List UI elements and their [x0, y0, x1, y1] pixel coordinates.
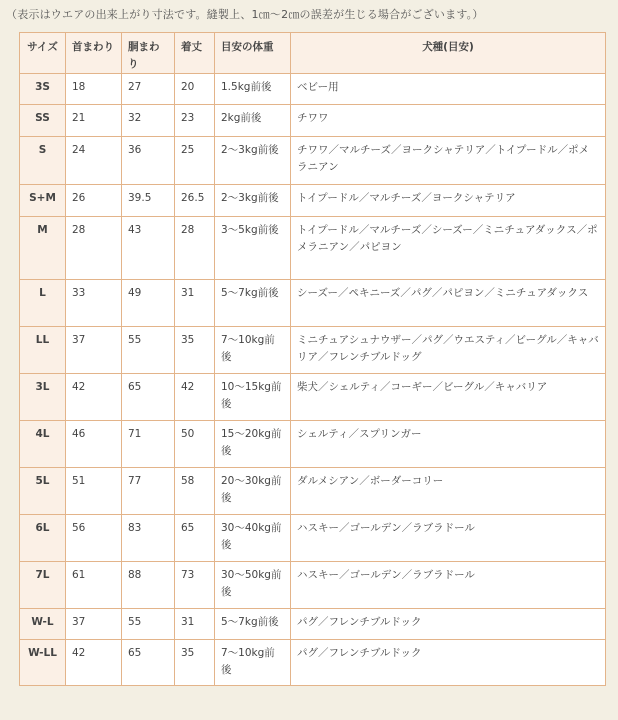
- table-row: [20, 217, 606, 280]
- length-cell: 20: [175, 74, 215, 105]
- length-cell: 35: [175, 327, 215, 374]
- breeds-cell: チワワ／マルチーズ／ヨークシャテリア／トイプードル／ポメラニアン: [291, 137, 606, 185]
- weight-cell: 15〜20kg前後: [215, 421, 291, 468]
- size-cell: 3S: [20, 74, 66, 105]
- neck-cell: 18: [66, 74, 122, 105]
- weight-cell: 1.5kg前後: [215, 74, 291, 105]
- header-length: 着丈: [175, 33, 215, 74]
- length-cell: 42: [175, 374, 215, 421]
- breeds-cell: チワワ: [291, 105, 606, 137]
- breeds-cell: ミニチュアシュナウザー／パグ／ウエスティ／ビーグル／キャバリア／フレンチブルドッグ: [291, 327, 606, 374]
- neck-cell: 26: [66, 185, 122, 217]
- neck-cell: 56: [66, 515, 122, 562]
- table-row: [20, 74, 606, 105]
- size-chart-table: [19, 32, 606, 686]
- table-row: [20, 421, 606, 468]
- breeds-cell: 柴犬／シェルティ／コーギー／ビーグル／キャバリア: [291, 374, 606, 421]
- table-row: [20, 609, 606, 640]
- size-cell: 7L: [20, 562, 66, 609]
- weight-cell: 10〜15kg前後: [215, 374, 291, 421]
- breeds-cell: シーズー／ペキニーズ／パグ／パピヨン／ミニチュアダックス: [291, 280, 606, 327]
- body-cell: 27: [122, 74, 175, 105]
- size-cell: S: [20, 137, 66, 185]
- table-header-row: [20, 33, 606, 74]
- table-row: [20, 374, 606, 421]
- weight-cell: 30〜50kg前後: [215, 562, 291, 609]
- neck-cell: 51: [66, 468, 122, 515]
- size-cell: SS: [20, 105, 66, 137]
- table-row: [20, 105, 606, 137]
- length-cell: 23: [175, 105, 215, 137]
- body-cell: 83: [122, 515, 175, 562]
- breeds-cell: パグ／フレンチブルドック: [291, 640, 606, 686]
- breeds-cell: トイプードル／マルチーズ／ヨークシャテリア: [291, 185, 606, 217]
- header-body: 胴まわり: [122, 33, 175, 74]
- size-cell: L: [20, 280, 66, 327]
- size-cell: LL: [20, 327, 66, 374]
- table-row: [20, 327, 606, 374]
- table-row: [20, 640, 606, 686]
- breeds-cell: パグ／フレンチブルドック: [291, 609, 606, 640]
- length-cell: 50: [175, 421, 215, 468]
- body-cell: 39.5: [122, 185, 175, 217]
- body-cell: 65: [122, 640, 175, 686]
- size-cell: M: [20, 217, 66, 280]
- breeds-cell: ダルメシアン／ボーダーコリー: [291, 468, 606, 515]
- breeds-cell: ベビー用: [291, 74, 606, 105]
- header-size: サイズ: [20, 33, 66, 74]
- neck-cell: 46: [66, 421, 122, 468]
- length-cell: 26.5: [175, 185, 215, 217]
- length-cell: 25: [175, 137, 215, 185]
- body-cell: 43: [122, 217, 175, 280]
- size-cell: 5L: [20, 468, 66, 515]
- weight-cell: 2〜3kg前後: [215, 185, 291, 217]
- body-cell: 88: [122, 562, 175, 609]
- size-cell: W-LL: [20, 640, 66, 686]
- neck-cell: 37: [66, 327, 122, 374]
- body-cell: 36: [122, 137, 175, 185]
- weight-cell: 7〜10kg前後: [215, 640, 291, 686]
- weight-cell: 7〜10kg前後: [215, 327, 291, 374]
- table-row: [20, 515, 606, 562]
- neck-cell: 21: [66, 105, 122, 137]
- length-cell: 31: [175, 280, 215, 327]
- neck-cell: 28: [66, 217, 122, 280]
- breeds-cell: ハスキー／ゴールデン／ラブラドール: [291, 515, 606, 562]
- weight-cell: 5〜7kg前後: [215, 280, 291, 327]
- header-weight: 目安の体重: [215, 33, 291, 74]
- neck-cell: 61: [66, 562, 122, 609]
- weight-cell: 30〜40kg前後: [215, 515, 291, 562]
- size-note: （表示はウエアの出来上がり寸法です。縫製上、1㎝〜2㎝の誤差が生じる場合がございます。）: [6, 8, 484, 21]
- body-cell: 55: [122, 327, 175, 374]
- breeds-cell: トイプードル／マルチーズ／シーズー／ミニチュアダックス／ポメラニアン／パピヨン: [291, 217, 606, 280]
- neck-cell: 42: [66, 374, 122, 421]
- table-row: [20, 137, 606, 185]
- weight-cell: 20〜30kg前後: [215, 468, 291, 515]
- neck-cell: 33: [66, 280, 122, 327]
- size-cell: 3L: [20, 374, 66, 421]
- neck-cell: 42: [66, 640, 122, 686]
- header-neck: 首まわり: [66, 33, 122, 74]
- body-cell: 65: [122, 374, 175, 421]
- weight-cell: 2〜3kg前後: [215, 137, 291, 185]
- size-cell: 6L: [20, 515, 66, 562]
- body-cell: 77: [122, 468, 175, 515]
- body-cell: 71: [122, 421, 175, 468]
- body-cell: 55: [122, 609, 175, 640]
- body-cell: 32: [122, 105, 175, 137]
- neck-cell: 24: [66, 137, 122, 185]
- table-row: [20, 185, 606, 217]
- length-cell: 31: [175, 609, 215, 640]
- body-cell: 49: [122, 280, 175, 327]
- table-row: [20, 280, 606, 327]
- weight-cell: 2kg前後: [215, 105, 291, 137]
- size-cell: 4L: [20, 421, 66, 468]
- length-cell: 28: [175, 217, 215, 280]
- breeds-cell: ハスキー／ゴールデン／ラブラドール: [291, 562, 606, 609]
- weight-cell: 5〜7kg前後: [215, 609, 291, 640]
- size-cell: S+M: [20, 185, 66, 217]
- length-cell: 65: [175, 515, 215, 562]
- table-row: [20, 468, 606, 515]
- length-cell: 73: [175, 562, 215, 609]
- length-cell: 35: [175, 640, 215, 686]
- breeds-cell: シェルティ／スプリンガー: [291, 421, 606, 468]
- weight-cell: 3〜5kg前後: [215, 217, 291, 280]
- header-breeds: 犬種(目安): [291, 33, 606, 74]
- table-row: [20, 562, 606, 609]
- length-cell: 58: [175, 468, 215, 515]
- size-cell: W-L: [20, 609, 66, 640]
- neck-cell: 37: [66, 609, 122, 640]
